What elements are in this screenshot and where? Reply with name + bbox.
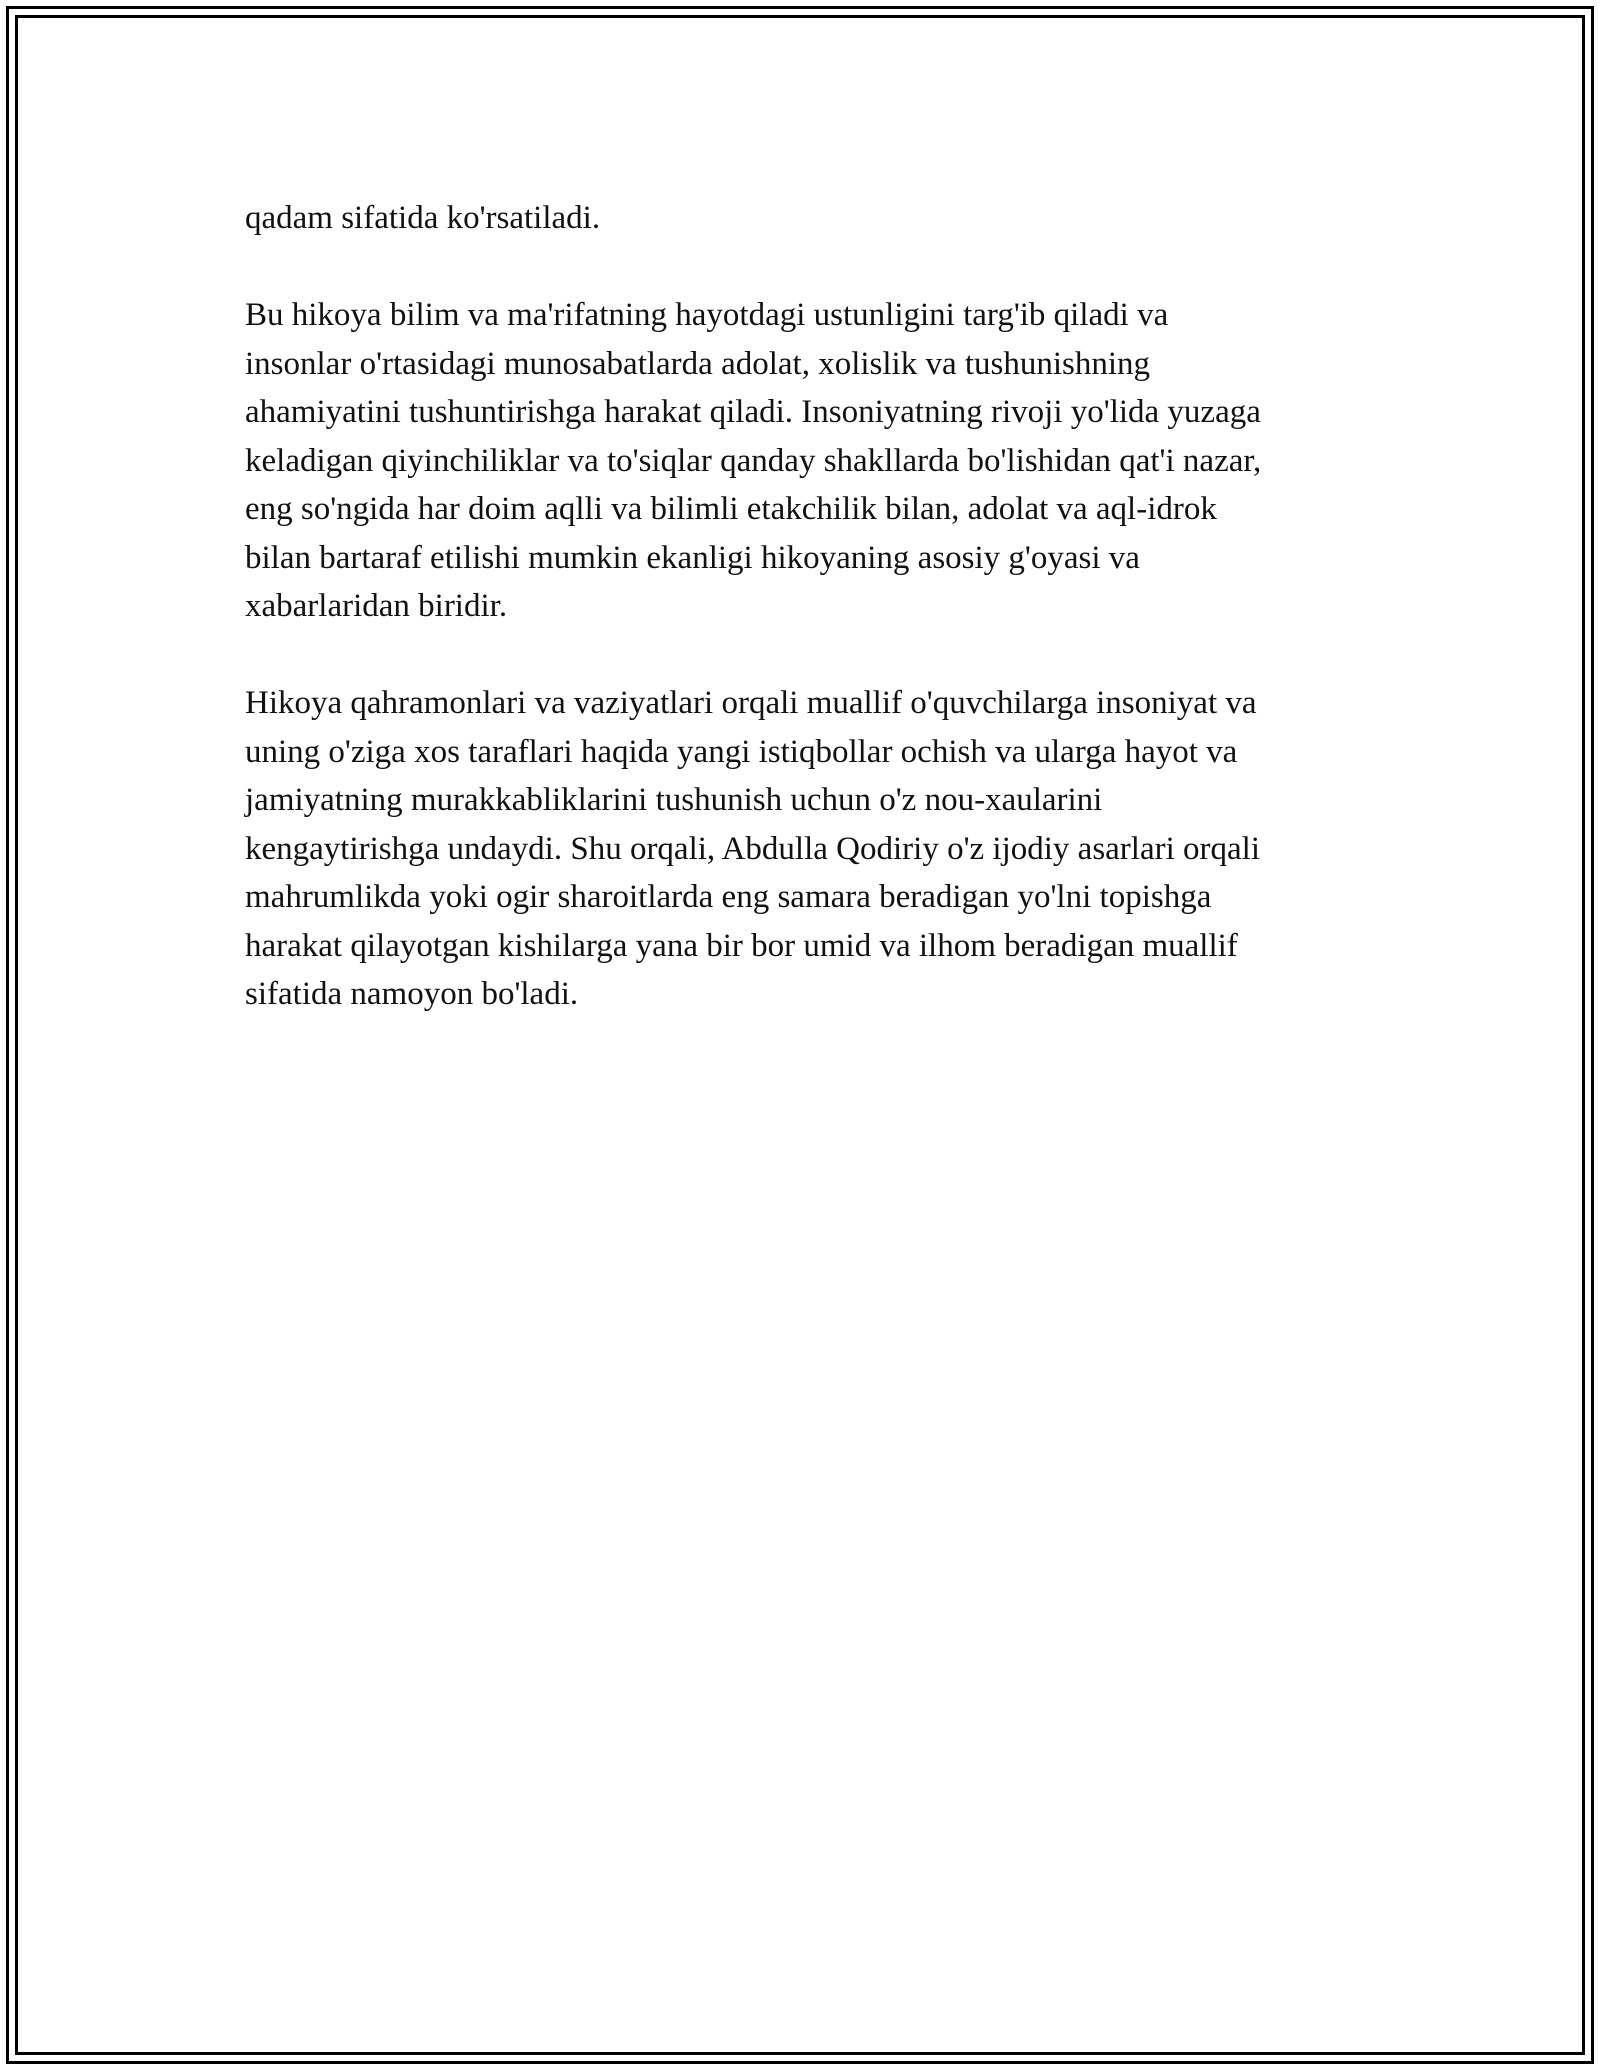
text-line: keladigan qiyinchiliklar va to'siqlar qanday shakllarda bo'lishidan qat'i nazar, bbox=[245, 442, 1262, 479]
text-line: xabarlaridan biridir. bbox=[245, 588, 508, 624]
text-line: jamiyatning murakkabliklarini tushunish uchun o'z nou-xaularini bbox=[245, 782, 1103, 818]
paragraph-1 bbox=[245, 194, 1395, 243]
text-line: qadam sifatida ko'rsatiladi. bbox=[245, 200, 601, 236]
text-line: sifatida namoyon bo'ladi. bbox=[245, 976, 579, 1012]
text-line: insonlar o'rtasidagi munosabatlarda adolat, xolislik va tushunishning bbox=[245, 345, 1151, 382]
text-line: Hikoya qahramonlari va vaziyatlari orqali muallif o'quvchilarga insoniyat va bbox=[245, 685, 1257, 721]
text-line: kengaytirishga undaydi. Shu orqali, Abdulla Qodiriy o'z ijodiy asarlari orqali bbox=[245, 830, 1260, 867]
text-line: uning o'ziga xos taraflari haqida yangi istiqbollar ochish va ularga hayot va bbox=[245, 733, 1238, 770]
text-line: bilan bartaraf etilishi mumkin ekanligi hikoyaning asosiy g'oyasi va bbox=[245, 539, 1140, 576]
text-line: mahrumlikda yoki ogir sharoitlarda eng samara beradigan yo'lni topishga bbox=[245, 879, 1212, 915]
text-line: Bu hikoya bilim va ma'rifatning hayotdagi ustunligini targ'ib qiladi va bbox=[245, 297, 1169, 333]
document-body bbox=[245, 194, 1395, 1067]
text-line: harakat qilayotgan kishilarga yana bir bor umid va ilhom beradigan muallif bbox=[245, 927, 1238, 964]
text-line: ahamiyatini tushuntirishga harakat qiladi. Insoniyatning rivoji yo'lida yuzaga bbox=[245, 394, 1261, 430]
page-frame bbox=[6, 6, 1594, 2064]
text-line: eng so'ngida har doim aqlli va bilimli etakchilik bilan, adolat va aql-idrok bbox=[245, 491, 1217, 527]
paragraph-2 bbox=[245, 291, 1395, 631]
paragraph-3 bbox=[245, 679, 1395, 1019]
